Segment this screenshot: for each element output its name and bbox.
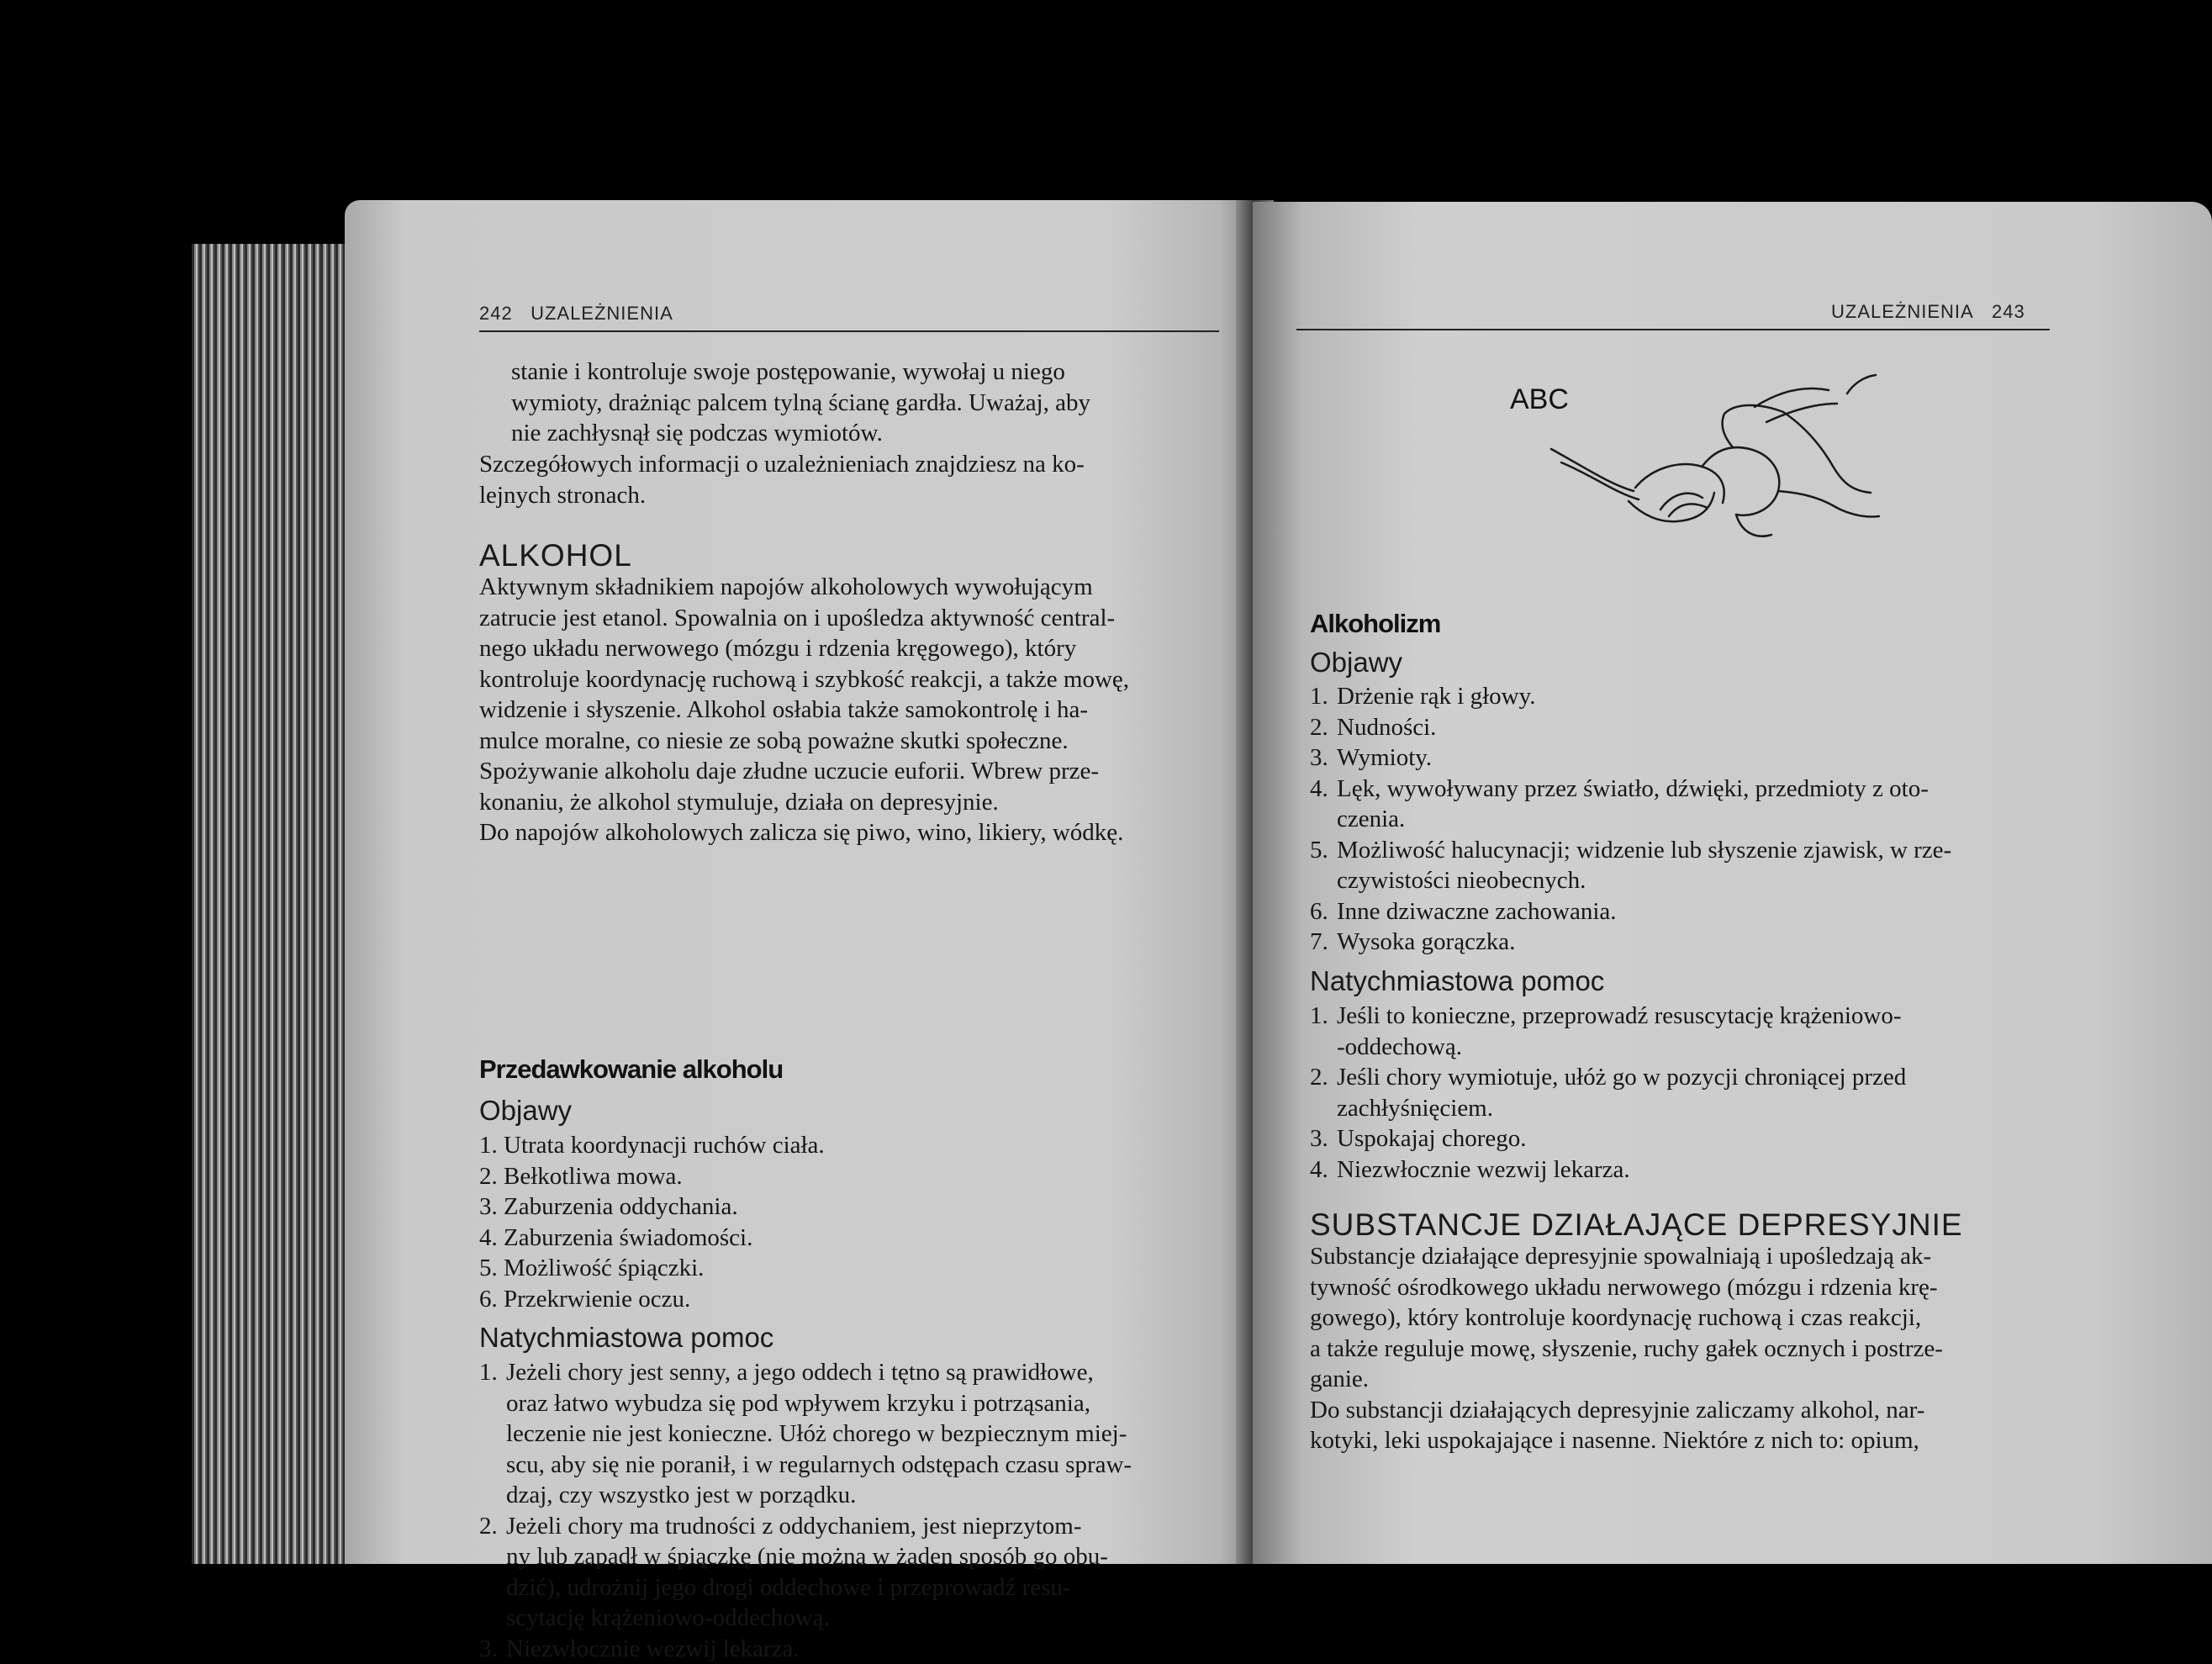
text-line: Jeśli to konieczne, przeprowadź resuscytację krążeniowo- xyxy=(1337,1001,1906,1032)
item-number: 3. xyxy=(479,1634,498,1664)
item-number: 2. xyxy=(479,1511,498,1542)
abc-resuscitation-illustration xyxy=(1534,367,1904,560)
item-number: 3. xyxy=(1310,1123,1328,1154)
aid-heading: Natychmiastowa pomoc xyxy=(479,1322,773,1354)
illustration-label: ABC xyxy=(1510,383,1569,416)
list-item xyxy=(479,1634,1132,1664)
text-line: Jeżeli chory jest senny, a jego oddech i tętno są prawidłowe, xyxy=(506,1357,1132,1388)
alcoholism-heading: Alkoholizm xyxy=(1310,609,1440,639)
text-line: a także reguluje mowę, słyszenie, ruchy gałek ocznych i postrze- xyxy=(1310,1334,1943,1365)
text-line: Aktywnym składnikiem napojów alkoholowych wywołującym xyxy=(479,572,1129,603)
hand-outline xyxy=(1703,447,1779,515)
text-line: Inne dziwaczne zachowania. xyxy=(1337,896,1951,927)
list-item xyxy=(1310,927,1951,958)
text-line: gowego), który kontroluje koordynację ruchową i czas reakcji, xyxy=(1310,1302,1943,1334)
header-rule xyxy=(1296,329,2050,330)
list-item xyxy=(479,1511,1132,1634)
arm-line xyxy=(1561,462,1639,499)
text-line: czenia. xyxy=(1337,804,1951,835)
running-head: UZALEŻNIENIA xyxy=(531,303,673,324)
alcohol-paragraph xyxy=(479,572,1129,848)
list-item xyxy=(1310,1001,1906,1062)
text-line: Lęk, wywoływany przez światło, dźwięki, przedmioty z oto- xyxy=(1337,774,1951,805)
text-line: widzenie i słyszenie. Alkohol osłabia także samokontrolę i ha- xyxy=(479,695,1129,726)
symptoms-list xyxy=(479,1130,825,1314)
list-item xyxy=(1310,1062,1906,1123)
arm-line xyxy=(1778,491,1879,517)
text-line: dzić), udrożnij jego drogi oddechowe i przeprowadź resu- xyxy=(506,1572,1132,1603)
text-line: nie zachłysnął się podczas wymiotów. xyxy=(511,418,1090,449)
text-line: kontroluje koordynację ruchową i szybkość reakcji, a także mowę, xyxy=(479,664,1129,695)
text-line: Wysoka gorączka. xyxy=(1337,927,1951,958)
section-title: SUBSTANCJE DZIAŁAJĄCE DEPRESYJNIE xyxy=(1310,1207,1963,1243)
text-line: mulce moralne, co niesie ze sobą poważne skutki społeczne. xyxy=(479,726,1129,757)
text-line: Jeżeli chory ma trudności z oddychaniem, jest nieprzytom- xyxy=(506,1511,1132,1542)
page-number: 242 xyxy=(479,303,513,324)
text-line: Do napojów alkoholowych zalicza się piwo, wino, likiery, wódkę. xyxy=(479,817,1129,848)
list-item: 5. Możliwość śpiączki. xyxy=(479,1253,825,1284)
text-line: kotyki, leki uspokajające i nasenne. Niektóre z nich to: opium, xyxy=(1310,1425,1943,1456)
text-line: Niezwłocznie wezwij lekarza. xyxy=(1337,1154,1906,1186)
text-line: Nudności. xyxy=(1337,712,1951,743)
item-number: 2. xyxy=(1310,1062,1328,1093)
text-line: oraz łatwo wybudza się pod wpływem krzyku i potrząsania, xyxy=(506,1388,1132,1419)
list-item xyxy=(1310,774,1951,835)
item-number: 3. xyxy=(1310,742,1328,774)
depressants-paragraph xyxy=(1310,1241,1943,1456)
item-number: 1. xyxy=(1310,1001,1328,1032)
list-item: 3. Zaburzenia oddychania. xyxy=(479,1191,825,1223)
text-line: Jeśli chory wymiotuje, ułóż go w pozycji chroniącej przed xyxy=(1337,1062,1906,1093)
item-number: 6. xyxy=(1310,896,1328,927)
list-item xyxy=(1310,712,1951,743)
symptoms-heading: Objawy xyxy=(1310,647,1402,679)
book-page-edges xyxy=(192,244,360,1564)
left-page xyxy=(345,200,1253,1564)
text-line: Szczegółowych informacji o uzależnieniach znajdziesz na ko- xyxy=(479,449,1085,480)
text-line: stanie i kontroluje swoje postępowanie, wywołaj u niego xyxy=(511,357,1090,388)
list-item xyxy=(1310,835,1951,896)
item-number: 1. xyxy=(1310,681,1328,712)
text-line: leczenie nie jest konieczne. Ułóż chorego w bezpiecznym miej- xyxy=(506,1418,1132,1450)
section-title: ALKOHOL xyxy=(479,538,632,573)
item-number: 2. xyxy=(1310,712,1328,743)
list-item: 6. Przekrwienie oczu. xyxy=(479,1284,825,1315)
symptoms-list xyxy=(1310,681,1951,958)
right-page xyxy=(1253,202,2212,1564)
hand-outline xyxy=(1723,405,1783,447)
text-line: tywność ośrodkowego układu nerwowego (mózgu i rdzenia krę- xyxy=(1310,1272,1943,1303)
list-item xyxy=(1310,681,1951,712)
text-line: zachłyśnięciem. xyxy=(1337,1093,1906,1124)
text-line: -oddechową. xyxy=(1337,1032,1906,1063)
text-line: Możliwość halucynacji; widzenie lub słyszenie zjawisk, w rze- xyxy=(1337,835,1951,866)
item-number: 4. xyxy=(1310,774,1328,805)
aid-list xyxy=(1310,1001,1906,1185)
page-header-right xyxy=(1831,301,2025,323)
header-rule xyxy=(479,330,1219,332)
symptoms-heading: Objawy xyxy=(479,1095,572,1127)
overdose-heading: Przedawkowanie alkoholu xyxy=(479,1054,783,1085)
list-item xyxy=(1310,1123,1906,1154)
text-line: Do substancji działających depresyjnie zaliczamy alkohol, nar- xyxy=(1310,1395,1943,1426)
text-line: konaniu, że alkohol stymuluje, działa on depresyjnie. xyxy=(479,787,1129,818)
text-line: ny lub zapadł w śpiączkę (nie można w żaden sposób go obu- xyxy=(506,1541,1132,1572)
text-line: Uspokajaj chorego. xyxy=(1337,1123,1906,1154)
list-item xyxy=(1310,1154,1906,1186)
list-item xyxy=(479,1357,1132,1511)
list-item xyxy=(1310,896,1951,927)
item-number: 1. xyxy=(479,1357,498,1388)
text-line: zatrucie jest etanol. Spowalnia on i upośledza aktywność central- xyxy=(479,603,1129,634)
hand-outline xyxy=(1660,494,1703,510)
text-line: scytację krążeniowo-oddechową. xyxy=(506,1603,1132,1634)
text-line: wymioty, drażniąc palcem tylną ścianę gardła. Uważaj, aby xyxy=(511,388,1090,419)
arm-line xyxy=(1551,449,1634,491)
text-line: Spożywanie alkoholu daje złudne uczucie euforii. Wbrew prze- xyxy=(479,756,1129,787)
text-line: Drżenie rąk i głowy. xyxy=(1337,681,1951,712)
list-item xyxy=(1310,742,1951,774)
more-info-paragraph xyxy=(479,449,1085,510)
arm-line xyxy=(1847,375,1876,394)
arm-line xyxy=(1766,404,1837,422)
list-item: 2. Bełkotliwa mowa. xyxy=(479,1161,825,1192)
text-line: nego układu nerwowego (mózgu i rdzenia kręgowego), który xyxy=(479,633,1129,664)
text-line: ganie. xyxy=(1310,1364,1943,1395)
item-number: 7. xyxy=(1310,927,1328,958)
text-line: Substancje działające depresyjnie spowalniają i upośledzają ak- xyxy=(1310,1241,1943,1272)
text-line: dzaj, czy wszystko jest w porządku. xyxy=(506,1480,1132,1511)
item-number: 5. xyxy=(1310,835,1328,866)
text-line: czywistości nieobecnych. xyxy=(1337,865,1951,896)
arm-line xyxy=(1783,412,1871,493)
text-line: scu, aby się nie poranił, i w regularnych odstępach czasu spraw- xyxy=(506,1450,1132,1481)
item-number: 4. xyxy=(1310,1154,1328,1186)
list-item: 1. Utrata koordynacji ruchów ciała. xyxy=(479,1130,825,1161)
text-line: Wymioty. xyxy=(1337,742,1951,774)
page-header-left xyxy=(479,303,673,325)
aid-heading: Natychmiastowa pomoc xyxy=(1310,965,1604,997)
text-line: Niezwłocznie wezwij lekarza. xyxy=(506,1634,1132,1664)
running-head: UZALEŻNIENIA xyxy=(1831,301,1974,322)
intro-paragraph xyxy=(511,357,1090,449)
head-outline xyxy=(1635,464,1724,503)
page-number: 243 xyxy=(1992,301,2025,322)
aid-list xyxy=(479,1357,1132,1664)
text-line: lejnych stronach. xyxy=(479,480,1085,511)
list-item: 4. Zaburzenia świadomości. xyxy=(479,1223,825,1254)
arm-line xyxy=(1755,388,1829,407)
chin-outline xyxy=(1736,515,1771,536)
